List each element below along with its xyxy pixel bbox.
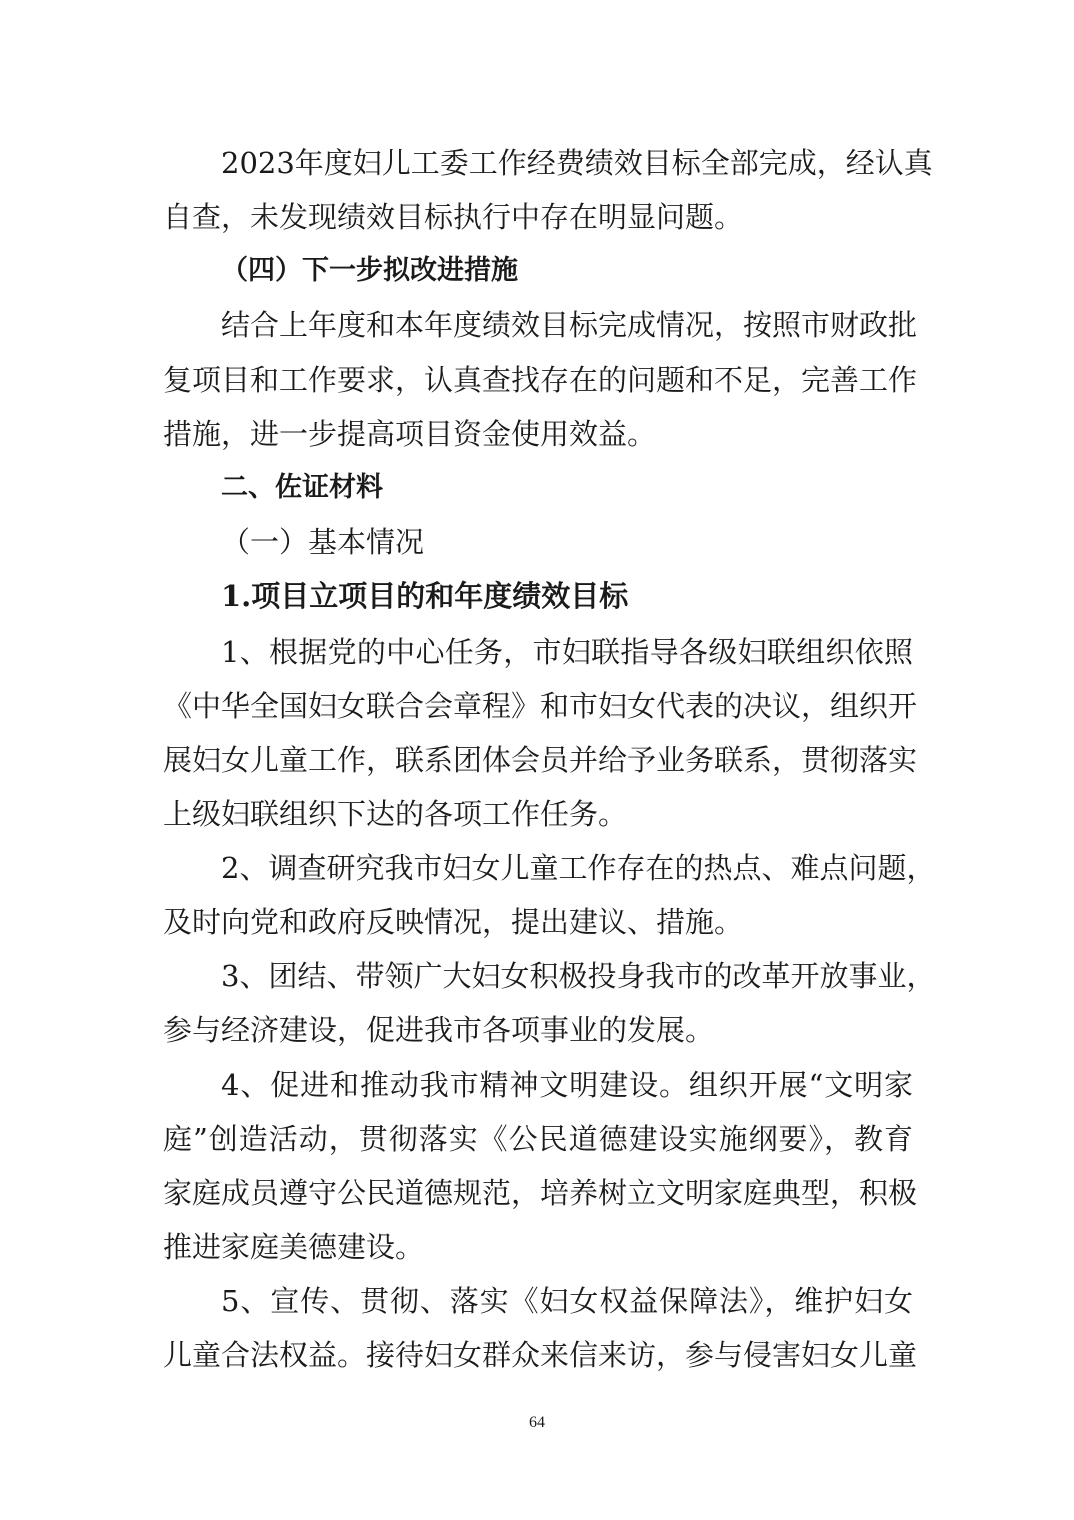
paragraph-line: 结合上年度和本年度绩效目标完成情况，按照市财政批 (221, 308, 918, 342)
paragraph-line: 及时向党和政府反映情况，提出建议、措施。 (163, 905, 744, 939)
item-heading-project-goals: 1.项目立项目的和年度绩效目标 (221, 579, 629, 613)
section-heading-improvement-measures: （四）下一步拟改进措施 (221, 255, 518, 286)
paragraph-line: 家庭成员遵守公民道德规范，培养树立文明家庭典型，积极 (163, 1176, 918, 1210)
paragraph-line: 儿童合法权益。接待妇女群众来信来访，参与侵害妇女儿童 (163, 1338, 918, 1372)
paragraph-line: 参与经济建设，促进我市各项事业的发展。 (163, 1013, 715, 1047)
paragraph-line: 1、根据党的中心任务，市妇联指导各级妇联组织依照 (221, 635, 913, 669)
paragraph-line: 3、团结、带领广大妇女积极投身我市的改革开放事业， (221, 959, 936, 993)
paragraph-line: 4、促进和推动我市精神文明建设。组织开展“文明家 (221, 1068, 913, 1102)
paragraph-line: 2、调查研究我市妇女儿童工作存在的热点、难点问题， (221, 851, 936, 885)
paragraph-line: 自查，未发现绩效目标执行中存在明显问题。 (163, 200, 744, 234)
paragraph-line: 复项目和工作要求，认真查找存在的问题和不足，完善工作 (163, 363, 918, 397)
paragraph-line: 展妇女儿童工作，联系团体会员并给予业务联系，贯彻落实 (163, 743, 918, 777)
subsection-heading-basic-situation: （一）基本情况 (221, 525, 425, 559)
paragraph-line: 5、宣传、贯彻、落实《妇女权益保障法》，维护妇女 (221, 1284, 913, 1318)
paragraph-line: 庭”创造活动，贯彻落实《公民道德建设实施纲要》，教育 (163, 1122, 913, 1156)
paragraph-line: 《中华全国妇女联合会章程》和市妇女代表的决议，组织开 (163, 689, 918, 723)
paragraph-line: 推进家庭美德建设。 (163, 1230, 425, 1264)
paragraph-line: 2023年度妇儿工委工作经费绩效目标全部完成，经认真 (221, 146, 933, 180)
section-heading-supporting-materials: 二、佐证材料 (221, 472, 383, 503)
page-number: 64 (529, 1414, 545, 1431)
paragraph-line: 上级妇联组织下达的各项工作任务。 (163, 797, 628, 831)
paragraph-line: 措施，进一步提高项目资金使用效益。 (163, 417, 657, 451)
